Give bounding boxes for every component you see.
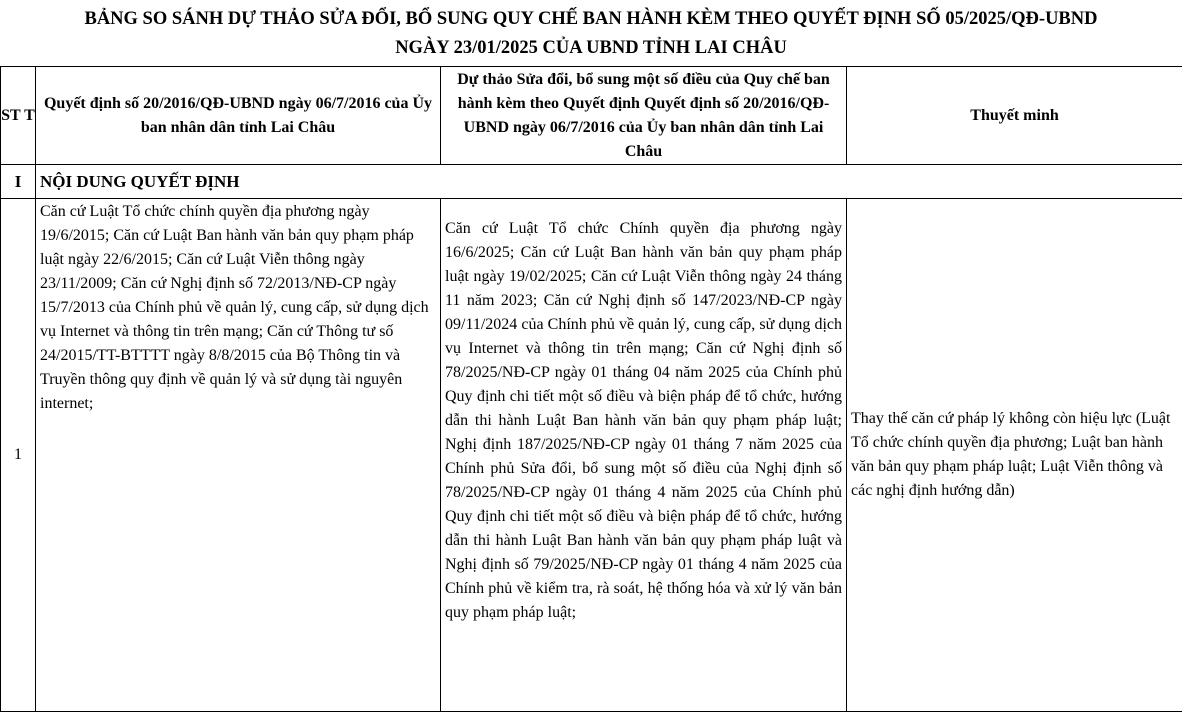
explanation-cell: Thay thế căn cứ pháp lý không còn hiệu lực (Luật Tổ chức chính quyền địa phương; Luật ban hành văn bản quy phạm pháp luật; Luật Viễn thông và các nghị định hướng dẫn) <box>847 199 1182 712</box>
section-number: I <box>1 165 36 199</box>
header-stt: ST T <box>1 67 36 165</box>
table-row <box>1 199 1182 712</box>
header-original-decision: Quyết định số 20/2016/QĐ-UBND ngày 06/7/2016 của Ủy ban nhân dân tỉnh Lai Châu <box>36 67 441 165</box>
table-header-row <box>1 67 1182 165</box>
row-number: 1 <box>1 199 36 712</box>
original-text-cell: Căn cứ Luật Tổ chức chính quyền địa phương ngày 19/6/2015; Căn cứ Luật Ban hành văn bản quy phạm pháp luật ngày 22/6/2015; Căn cứ Luật Viễn thông ngày 23/11/2009; Căn cứ Nghị định số 72/2013/NĐ-CP ngày 15/7/2013 của Chính phủ về quản lý, cung cấp, sử dụng dịch vụ Internet và thông tin trên mạng; Căn cứ Thông tư số 24/2015/TT-BTTTT ngày 8/8/2015 của Bộ Thông tin và Truyền thông quy định về quản lý và sử dụng tài nguyên internet; <box>36 199 441 712</box>
document-title <box>0 0 1182 66</box>
comparison-table <box>0 66 1182 712</box>
section-row <box>1 165 1182 199</box>
header-draft-amendment: Dự thảo Sửa đổi, bổ sung một số điều của Quy chế ban hành kèm theo Quyết định Quyết định số 20/2016/QĐ-UBND ngày 06/7/2016 của Ủy ban nhân dân tỉnh Lai Châu <box>441 67 847 165</box>
section-title: NỘI DUNG QUYẾT ĐỊNH <box>36 165 1182 199</box>
title-line-1: BẢNG SO SÁNH DỰ THẢO SỬA ĐỔI, BỔ SUNG QUY CHẾ BAN HÀNH KÈM THEO QUYẾT ĐỊNH SỐ 05/2025/QĐ-UBND <box>0 5 1182 34</box>
header-explanation: Thuyết minh <box>847 67 1182 165</box>
draft-text-cell: Căn cứ Luật Tổ chức Chính quyền địa phương ngày 16/6/2025; Căn cứ Luật Ban hành văn bản quy phạm pháp luật ngày 19/02/2025; Căn cứ Luật Viễn thông ngày 24 tháng 11 năm 2023; Căn cứ Nghị định số 147/2023/NĐ-CP ngày 09/11/2024 của Chính phủ về quản lý, cung cấp, sử dụng dịch vụ Internet và thông tin trên mạng; Căn cứ Nghị định số 78/2025/NĐ-CP ngày 01 tháng 04 năm 2025 của Chính phủ Quy định chi tiết một số điều và biện pháp để tổ chức, hướng dẫn thi hành Luật Ban hành văn bản quy phạm pháp luật; Nghị định 187/2025/NĐ-CP ngày 01 tháng 7 năm 2025 của Chính phủ Sửa đổi, bổ sung một số điều của Nghị định số 78/2025/NĐ-CP ngày 01 tháng 4 năm 2025 của Chính phủ Quy định chi tiết một số điều và biện pháp để tổ chức, hướng dẫn thi hành Luật Ban hành văn bản quy phạm pháp luật và Nghị định số 79/2025/NĐ-CP ngày 01 tháng 4 năm 2025 của Chính phủ về kiểm tra, rà soát, hệ thống hóa và xử lý văn bản quy phạm pháp luật; <box>441 199 847 712</box>
title-line-2: NGÀY 23/01/2025 CỦA UBND TỈNH LAI CHÂU <box>0 34 1182 63</box>
